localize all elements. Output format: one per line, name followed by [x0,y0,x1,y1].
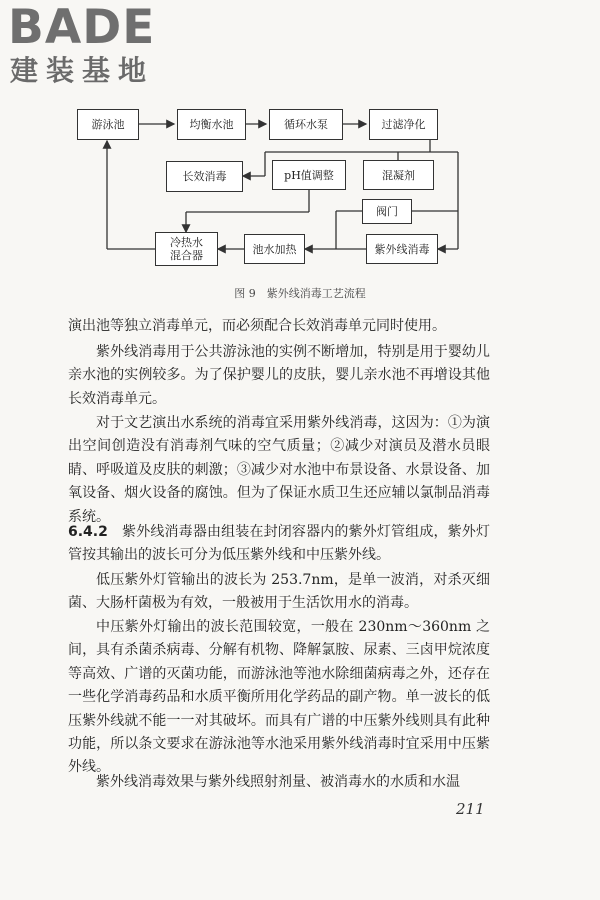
paragraph-5: 低压紫外灯管输出的波长为 253.7nm，是单一波消，对杀灭细菌、大肠杆菌极为有效，一般被用于生活饮用水的消毒。 [68,572,490,612]
node-valve: 阀门 [362,199,412,224]
node-pool-heating: 池水加热 [244,234,305,264]
node-ph-adjustment: pH值调整 [272,160,346,190]
node-mixer-line1: 冷热水 [170,236,203,249]
node-long-disinfection: 长效消毒 [166,161,243,192]
node-balance-tank: 均衡水池 [177,109,246,140]
section-number: 6.4.2 [68,524,108,540]
node-circulation-pump: 循环水泵 [269,109,343,140]
page-number: 211 [456,800,485,818]
logo-wordmark: BADE [8,0,156,55]
paragraph-6: 中压紫外灯输出的波长范围较宽，一般在 230nm～360nm 之间，具有杀菌杀病毒、分解有机物、降解氯胺、尿素、三卤甲烷浓度等高效、广谱的灭菌功能，而游泳池等池水除细菌病毒之外，还存在一些化学消毒药品和水质平衡所用化学药品的副产物。单一波长的低压紫外线就不能一一对其破坏。而具有广谱的中压紫外线则具有此种功能，所以条文要求在游泳池等水池采用紫外线消毒时宜采用中压紫外线。 [68,619,490,776]
paragraph-4 [68,521,490,568]
figure-caption: 图 9 紫外线消毒工艺流程 [234,287,366,300]
node-coagulant: 混凝剂 [363,160,434,190]
logo-subtitle: 建装基地 [10,54,155,87]
node-mixer-line2: 混合器 [170,249,203,262]
paragraph-7: 紫外线消毒效果与紫外线照射剂量、被消毒水的水质和水温 [96,774,460,790]
node-swimming-pool: 游泳池 [77,109,139,140]
paragraph-4-text: 紫外线消毒器由组装在封闭容器内的紫外灯管组成，紫外灯管按其输出的波长可分为低压紫外线和中压紫外线。 [68,524,490,564]
paragraph-3: 对于文艺演出水系统的消毒宜采用紫外线消毒，这因为：①为演出空间创造没有消毒剂气味的空气质量；②减少对演员及潜水员眼睛、呼吸道及皮肤的刺激；③减少对水池中布景设备、水景设备、加氧设备、烟火设备的腐蚀。但为了保证水质卫生还应辅以氯制品消毒系统。 [68,415,490,525]
paragraph-2: 紫外线消毒用于公共游泳池的实例不断增加，特别是用于婴幼儿亲水池的实例较多。为了保护婴儿的皮肤，婴儿亲水池不再增设其他长效消毒单元。 [68,344,490,407]
node-mixer [155,232,218,266]
uv-process-flow-diagram [0,0,600,300]
node-uv-disinfection: 紫外线消毒 [366,234,438,264]
paragraph-1: 演出池等独立消毒单元，而必须配合长效消毒单元同时使用。 [68,318,446,334]
node-filtration: 过滤净化 [369,109,438,140]
